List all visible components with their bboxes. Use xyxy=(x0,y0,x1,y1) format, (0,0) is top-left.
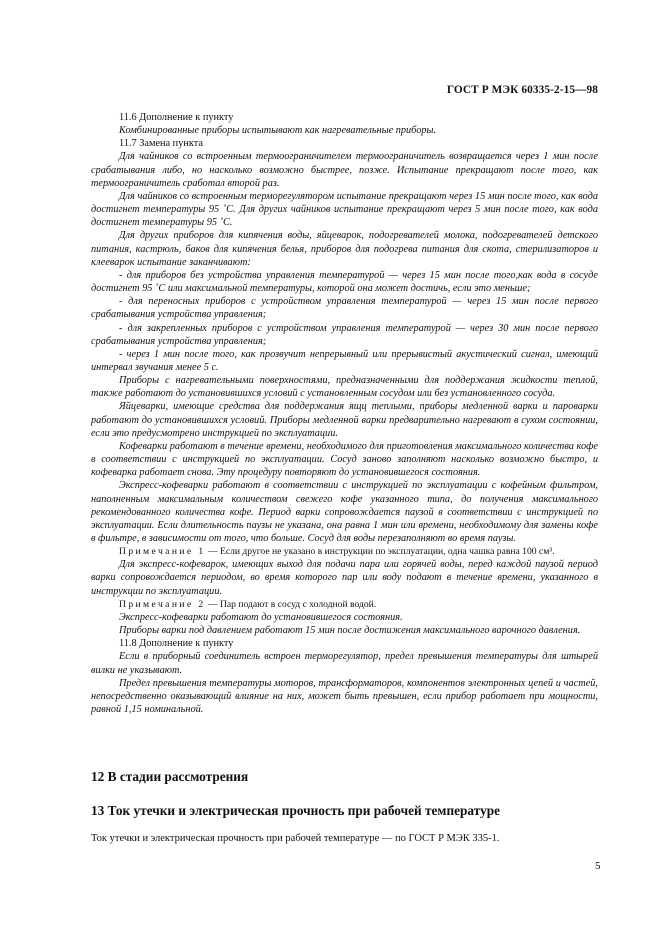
clause-11-7-para-1: Для чайников со встроенным термоограничителем термоограничитель возвращается через 1 мин после срабатывания либо, но насколько возможно быстрее, позже. Испытание прекращают после того, как термоограничитель сработал второй раз. xyxy=(91,151,598,189)
note-2-text: — Пар подают в сосуд с холодной водой. xyxy=(205,598,377,610)
clause-11-7-list-item-3: - для закрепленных приборов с устройством управления температурой — через 30 мин после первого срабатывания устройства управления; xyxy=(91,322,598,347)
clause-11-7-para-6: Кофеварки работают в течение времени, необходимого для приготовления максимального количества кофе в соответствии с инструкцией по эксплуатации. Сосуд заново заполняют насколько возможно быстро, и кофеварка работает снова. Эту процедуру повторяют до установившегося состояния. xyxy=(91,440,598,479)
clause-11-7-para-2: Для чайников со встроенным терморегулятором испытание прекращают через 15 мин после того, как вода достигнет температуры 95 ˚С. Для других чайников испытание прекращают через 5 мин после того, как вода достигнет температуры 95 ˚С. xyxy=(91,190,598,229)
note-2 xyxy=(91,598,598,611)
note-1-text: — Если другое не указано в инструкции по эксплуатации, одна чашка равна 100 см³. xyxy=(205,546,555,558)
clause-11-7-para-10: Приборы варки под давлением работают 15 мин после достижения максимального варочного давления. xyxy=(119,625,581,637)
clause-11-8-para-2: Предел превышения температуры моторов, трансформаторов, компонентов электронных цепей и частей, непосредственно оказывающий влияние на них, может быть превышен, если прибор работает при мощности, равной 1,15 номинальной. xyxy=(91,677,598,716)
clause-11-8-para-1: Если в приборный соединитель встроен терморегулятор, предел превышения температуры для штырей вилки не указывают. xyxy=(91,651,598,676)
document-header: ГОСТ Р МЭК 60335-2-15—98 xyxy=(446,84,598,96)
clause-11-7-list-item-1: - для приборов без устройства управления температурой — через 15 мин после того,как вода в сосуде достигнет 95 ˚С или максимальной температуры, которой она может достичь, если это меньше; xyxy=(91,269,598,295)
section-11-body xyxy=(91,111,598,716)
note-1-label: Примечание 1 xyxy=(119,546,206,558)
section-12-title: 12 В стадии рассмотрения xyxy=(91,769,249,784)
clause-11-7-list-item-2: - для переносных приборов с устройством управления температурой — через 15 мин после первого срабатывания устройства управления; xyxy=(91,296,598,321)
note-2-label: Примечание 2 xyxy=(119,598,206,610)
clause-11-7-list-item-4: - через 1 мин после того, как прозвучит непрерывный или прерывистый акустический сигнал, имеющий интервал звучания менее 5 с. xyxy=(91,348,598,373)
section-13-title: 13 Ток утечки и электрическая прочность при рабочей температуре xyxy=(91,803,501,818)
clause-11-7-para-4: Приборы с нагревательными поверхностями, предназначенными для поддержания жидкости теплой, также работают до установившихся условий с установленным сосудом или без установленного сосуда. xyxy=(91,375,598,400)
clause-11-7-para-7: Экспресс-кофеварки работают в соответствии с инструкцией по эксплуатации с кофейным фильтром, наполненным максимальным количеством свежего кофе указанного типа, до получения максимального рекомендованного количества кофе. Период варки сопровождается паузой в соответствии с инструкцией по эксплуатации. Если длительность паузы не указана, она равна 1 мин или времени, необходимому для замены кофе в фильтре, в зависимости от того, что больше. Сосуд для воды перезаполняют во время паузы. xyxy=(91,480,598,544)
section-13-text: Ток утечки и электрическая прочность при рабочей температуре — по ГОСТ Р МЭК 335-1. xyxy=(91,833,500,844)
clause-11-6-heading: 11.6 Дополнение к пункту xyxy=(119,112,234,123)
clause-11-7-para-8: Для экспресс-кофеварок, имеющих выход для подачи пара или горячей воды, перед каждой паузой период варки сопровождается периодом, во время которого пар или воду подают в течение времени, указанного в инструкции по эксплуатации. xyxy=(91,559,598,597)
clause-11-6-text: Комбинированные приборы испытывают как нагревательные приборы. xyxy=(119,125,437,137)
note-1 xyxy=(91,545,598,558)
page-number: 5 xyxy=(595,860,601,872)
clause-11-7-heading: 11.7 Замена пункта xyxy=(119,138,203,150)
clause-11-7-para-5: Яйцеварки, имеющие средства для поддержания ящц теплыми, приборы медленной варки и пароварки работают до установившихся условий. Приборы медленной варки предварительно нагревают в сухом состоянии, если это предусмотрено инструкцией по эксплуатации. xyxy=(91,401,598,439)
clause-11-7-para-3: Для других приборов для кипячения воды, яйцеварок, подогревателей молока, подогревателей детского питания, кастрюль, баков для кипячения белья, приборов для подогрева питания для скота, стерилизаторов и клееварок испытание заканчивают: xyxy=(91,230,598,268)
clause-11-8-heading: 11.8 Дополнение к пункту xyxy=(119,638,234,650)
clause-11-7-para-9: Экспресс-кофеварки работают до установившегося состояния. xyxy=(119,611,403,623)
